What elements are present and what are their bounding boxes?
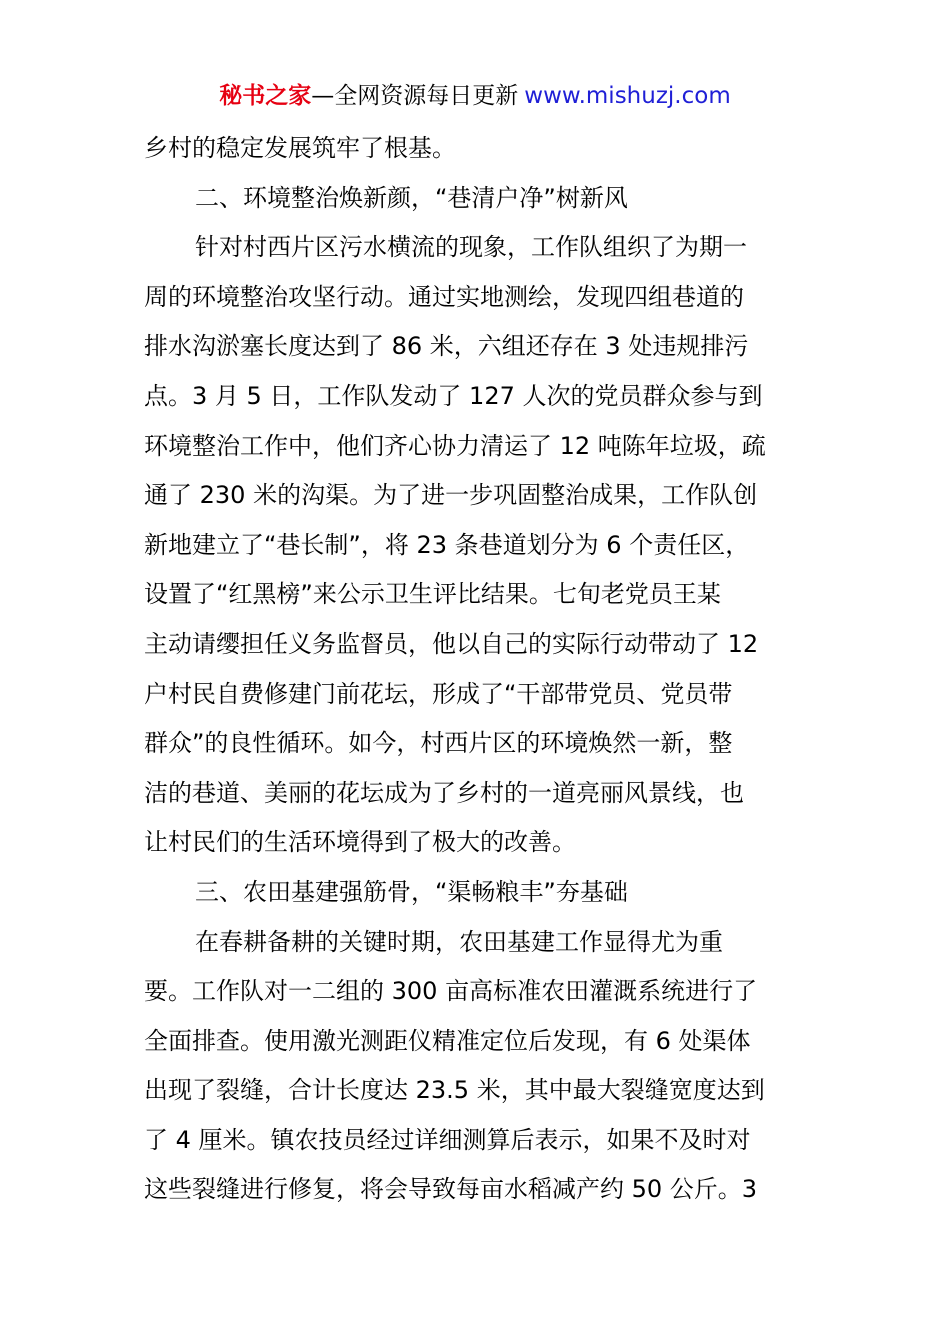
site-url-link[interactable]: www.mishuzj.com (524, 83, 731, 109)
text-line: 洁的巷道、美丽的花坛成为了乡村的一道亮丽风景线，也 (144, 778, 744, 807)
document-body (144, 124, 810, 1215)
text-line: 让村民们的生活环境得到了极大的改善。 (144, 828, 576, 857)
text-line: 二、环境整治焕新颜，“巷清户净”树新风 (195, 183, 628, 212)
text-line: 排水沟淤塞长度达到了 86 米，六组还存在 3 处违规排污 (144, 332, 749, 361)
text-line: 三、农田基建强筋骨，“渠畅粮丰”夯基础 (195, 877, 628, 906)
text-line: 主动请缨担任义务监督员，他以自己的实际行动带动了 12 (144, 629, 759, 658)
text-line: 针对村西片区污水横流的现象，工作队组织了为期一 (195, 233, 747, 262)
text-line: 乡村的稳定发展筑牢了根基。 (144, 134, 456, 162)
site-tagline: —全网资源每日更新 (311, 83, 519, 109)
text-line: 通了 230 米的沟渠。为了进一步巩固整治成果，工作队创 (144, 481, 758, 510)
text-line: 户村民自费修建门前花坛，形成了“干部带党员、党员带 (144, 679, 733, 708)
text-line: 新地建立了“巷长制”，将 23 条巷道划分为 6 个责任区， (144, 530, 750, 559)
text-line: 周的环境整治攻坚行动。通过实地测绘，发现四组巷道的 (144, 282, 744, 311)
text-line: 全面排查。使用激光测距仪精准定位后发现，有 6 处渠体 (144, 1026, 751, 1055)
text-line: 了 4 厘米。镇农技员经过详细测算后表示，如果不及时对 (144, 1125, 751, 1154)
text-line: 在春耕备耕的关键时期，农田基建工作显得尤为重 (195, 927, 723, 956)
text-line: 要。工作队对一二组的 300 亩高标准农田灌溉系统进行了 (144, 977, 758, 1006)
text-line: 这些裂缝进行修复，将会导致每亩水稻减产约 50 公斤。3 (144, 1175, 758, 1204)
text-line: 出现了裂缝，合计长度达 23.5 米，其中最大裂缝宽度达到 (144, 1076, 765, 1105)
site-brand: 秘书之家 (219, 83, 312, 109)
text-line: 环境整治工作中，他们齐心协力清运了 12 吨陈年垃圾，疏 (144, 431, 766, 460)
text-line: 群众”的良性循环。如今，村西片区的环境焕然一新，整 (144, 729, 733, 758)
text-line: 设置了“红黑榜”来公示卫生评比结果。七旬老党员王某 (144, 580, 721, 609)
text-line: 点。3 月 5 日，工作队发动了 127 人次的党员群众参与到 (144, 381, 763, 410)
site-header (0, 80, 950, 112)
